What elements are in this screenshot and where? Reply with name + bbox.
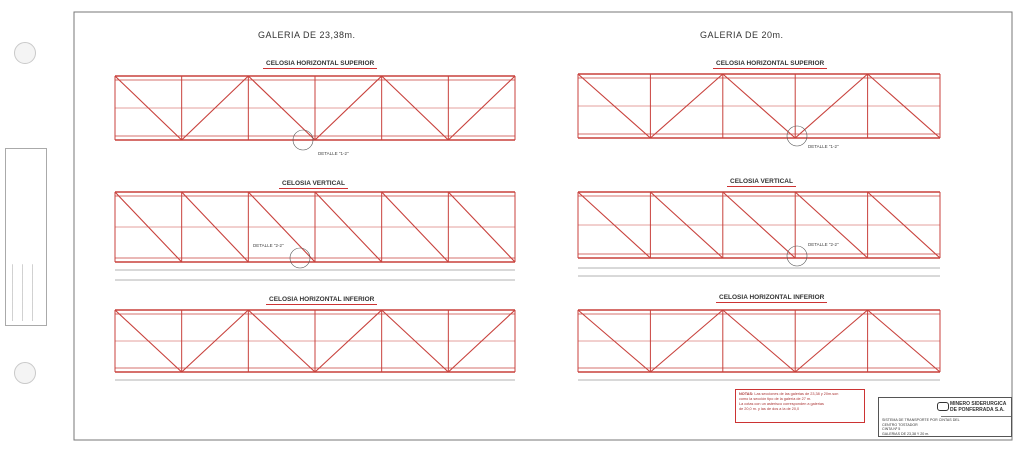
notes-heading: NOTAS:: [739, 392, 754, 396]
gallery-title-right: GALERIA DE 20m.: [700, 30, 784, 40]
notes-box: [735, 389, 865, 423]
detail-circle: [787, 246, 807, 266]
section-title-right-top: CELOSIA HORIZONTAL SUPERIOR: [713, 60, 827, 69]
drawing-title-line: CENTRO TOSTADOR: [882, 422, 918, 427]
drawing-title: [882, 418, 962, 436]
drawing-title-line: SISTEMA DE TRANSPORTE POR CINTAS DEL: [882, 418, 960, 422]
notes-line: de 20,0 m. y las de dos a la de 20,0: [739, 407, 800, 411]
title-block: [878, 397, 1012, 437]
detail-label-right-1: DETALLE "1-2": [808, 144, 839, 149]
company-line-2: DE PONFERRADA S.A.: [950, 407, 1005, 413]
company-name: [950, 401, 1006, 413]
company-line-1: MINERO SIDERURGICA: [950, 401, 1007, 407]
side-stamp: ──────────────────── ──────────────────── ────────────────────: [5, 148, 47, 326]
section-title-left-mid: CELOSIA VERTICAL: [279, 180, 348, 189]
gallery-title-left: GALERIA DE 23,38m.: [258, 30, 356, 40]
drawing-title-line: CINTA Nº 5: [882, 427, 901, 431]
notes-line: como la sección tipo de la galería de 27 m.: [739, 397, 812, 401]
section-title-right-bottom: CELOSIA HORIZONTAL INFERIOR: [716, 294, 827, 303]
detail-label-left-2: DETALLE "2-2": [253, 243, 284, 248]
detail-label-right-2: DETALLE "2-2": [808, 242, 839, 247]
section-title-right-mid: CELOSIA VERTICAL: [727, 178, 796, 187]
title-block-divider: [941, 416, 1011, 417]
section-title-left-top: CELOSIA HORIZONTAL SUPERIOR: [263, 60, 377, 69]
company-logo-icon: [937, 402, 949, 411]
section-title-left-bottom: CELOSIA HORIZONTAL INFERIOR: [266, 296, 377, 305]
notes-line: La cotas con un asterisco corresponden a galerias: [739, 402, 824, 406]
detail-label-left-1: DETALLE "1-2": [318, 151, 349, 156]
drawing-title-line: GALERIAS DE 23,38 Y 20 m.: [882, 431, 930, 436]
notes-line: Las secciones de las galerias de 23,38 y 20m.son: [754, 392, 839, 396]
